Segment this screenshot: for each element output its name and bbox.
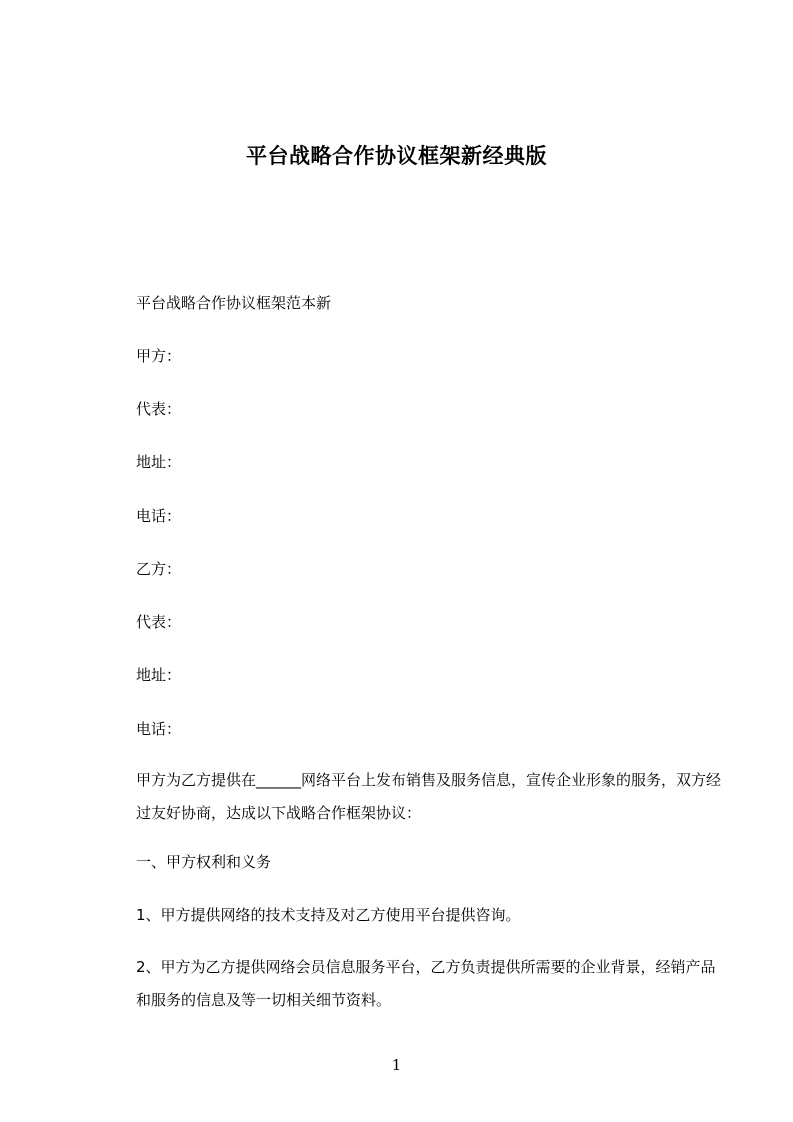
page-number: 1 [391, 1056, 402, 1074]
clause-1: 1、甲方提供网络的技术支持及对乙方使用平台提供咨询。 [136, 906, 521, 924]
section-heading: 一、甲方权利和义务 [136, 853, 272, 871]
party-a-address: 地址： [136, 453, 182, 471]
agreement-subtitle: 平台战略合作协议框架范本新 [136, 294, 332, 312]
party-b-representative: 代表： [136, 613, 182, 631]
party-a-representative: 代表： [136, 400, 182, 418]
clause-2: 2、甲方为乙方提供网络会员信息服务平台，乙方负责提供所需要的企业背景，经销产品和服务的信息及等一切相关细节资料。 [136, 958, 716, 1009]
party-b-address: 地址： [136, 666, 182, 684]
intro-paragraph: 甲方为乙方提供在______网络平台上发布销售及服务信息，宣传企业形象的服务，双方经过友好协商，达成以下战略合作框架协议： [136, 771, 722, 822]
party-b-label: 乙方： [136, 560, 182, 578]
party-a-label: 甲方： [136, 347, 182, 365]
party-b-phone: 电话： [136, 720, 182, 738]
party-a-phone: 电话： [136, 507, 182, 525]
document-title: 平台战略合作协议框架新经典版 [246, 144, 547, 168]
